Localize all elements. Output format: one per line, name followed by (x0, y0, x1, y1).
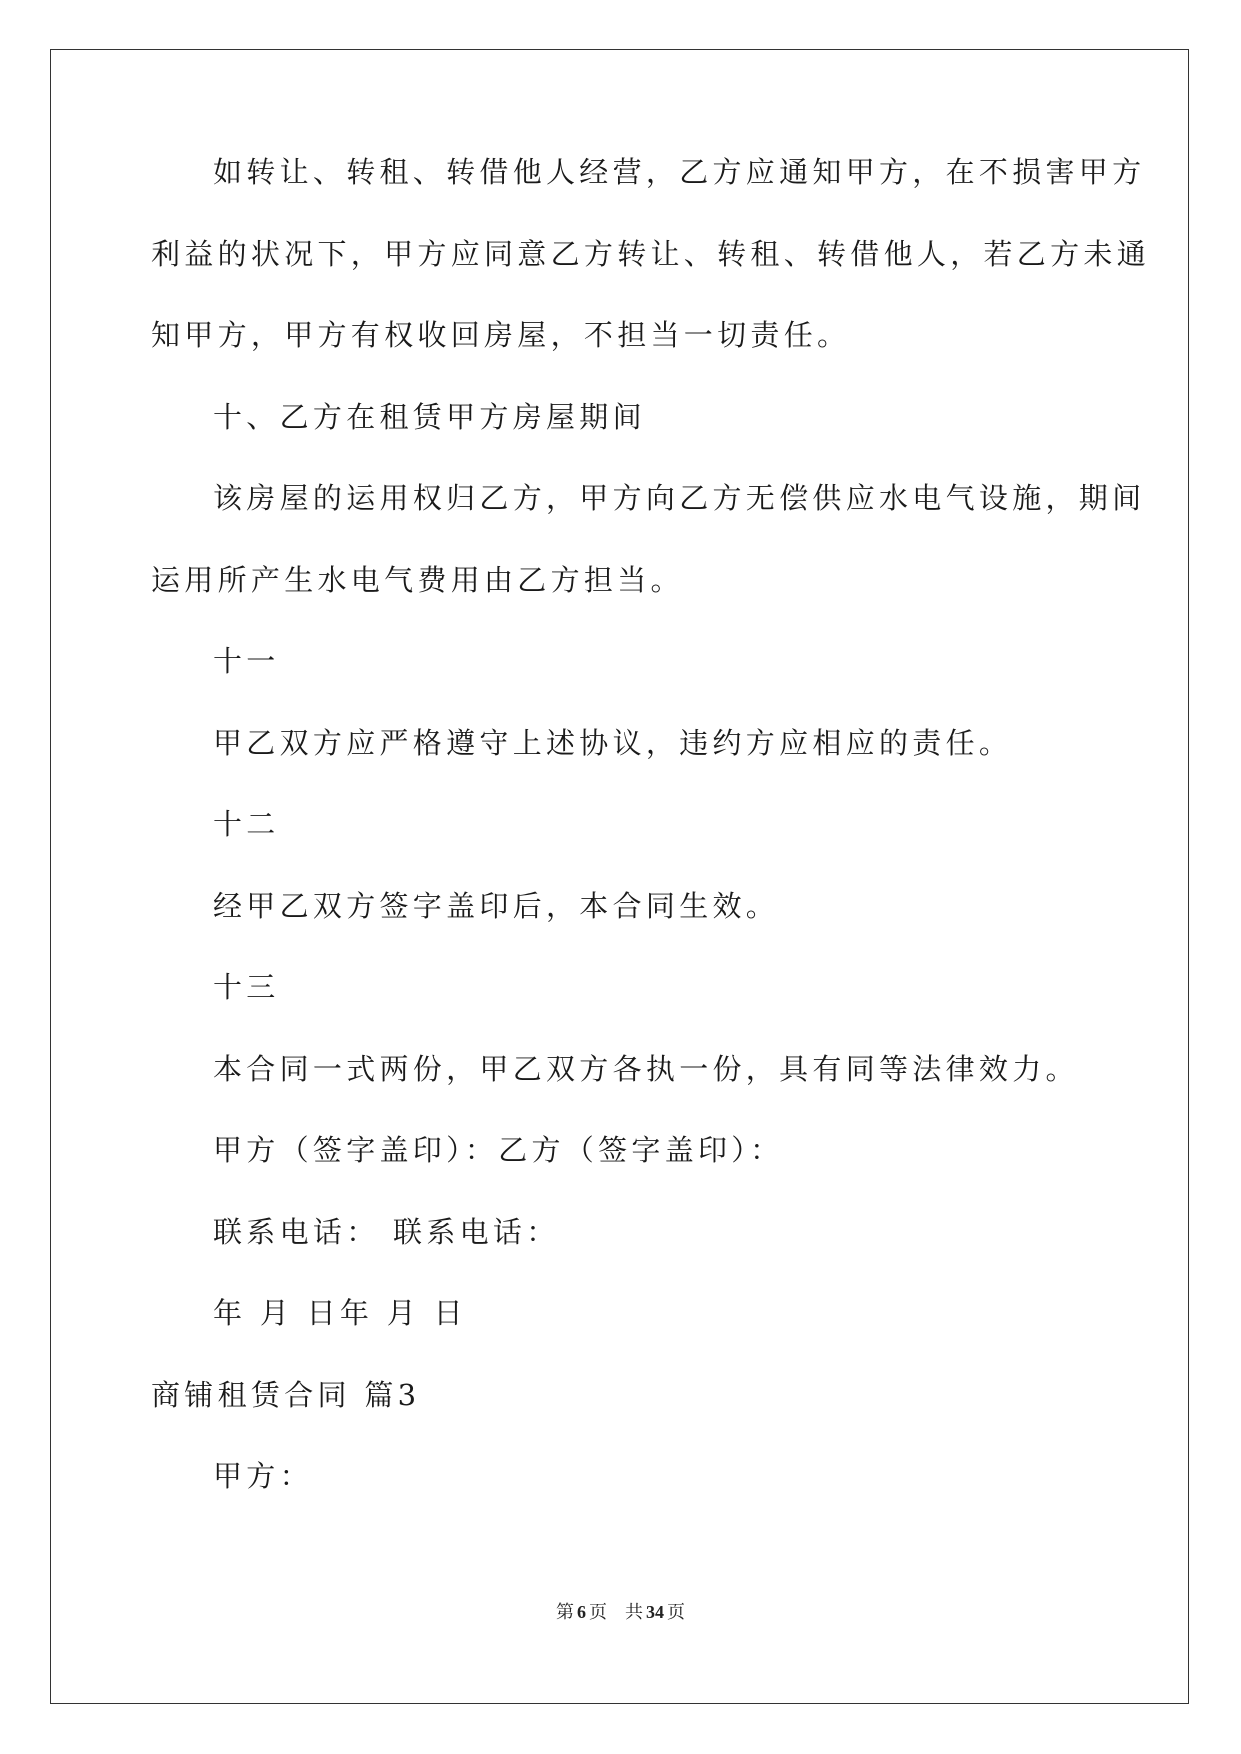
total-page-count: 34 (646, 1602, 664, 1622)
section-heading: 十、乙方在租赁甲方房屋期间 (213, 400, 646, 434)
section-heading: 十二 (213, 807, 280, 841)
phone-line: 联系电话： 联系电话： (213, 1215, 560, 1249)
paragraph-line: 该房屋的运用权归乙方，甲方向乙方无偿供应水电气设施，期间 (213, 481, 1146, 515)
date-line: 年 月 日年 月 日 (213, 1296, 467, 1330)
paragraph-line: 甲乙双方应严格遵守上述协议，违约方应相应的责任。 (213, 726, 1013, 760)
footer-prefix: 第 (556, 1602, 574, 1622)
footer-total-prefix: 共 (625, 1602, 643, 1622)
paragraph-line: 如转让、转租、转借他人经营，乙方应通知甲方，在不损害甲方 (213, 155, 1146, 189)
paragraph-line: 运用所产生水电气费用由乙方担当。 (151, 563, 684, 597)
signature-line: 甲方（签字盖印）：乙方（签字盖印）： (213, 1133, 784, 1167)
footer-total-suffix: 页 (667, 1602, 685, 1622)
page-border (50, 49, 1189, 1704)
footer-page-suffix: 页 (589, 1602, 607, 1622)
paragraph-line: 本合同一式两份，甲乙双方各执一份，具有同等法律效力。 (213, 1052, 1079, 1086)
current-page-number: 6 (577, 1602, 586, 1622)
party-a-line: 甲方： (213, 1459, 313, 1493)
paragraph-line: 知甲方，甲方有权收回房屋，不担当一切责任。 (151, 318, 851, 352)
paragraph-line: 经甲乙双方签字盖印后，本合同生效。 (213, 889, 780, 923)
section-heading: 十三 (213, 970, 280, 1004)
section-heading: 十一 (213, 644, 280, 678)
paragraph-line: 利益的状况下，甲方应同意乙方转让、转租、转借他人，若乙方未通 (151, 237, 1151, 271)
document-title: 商铺租赁合同 篇3 (151, 1378, 421, 1412)
page-footer (0, 1600, 1241, 1624)
